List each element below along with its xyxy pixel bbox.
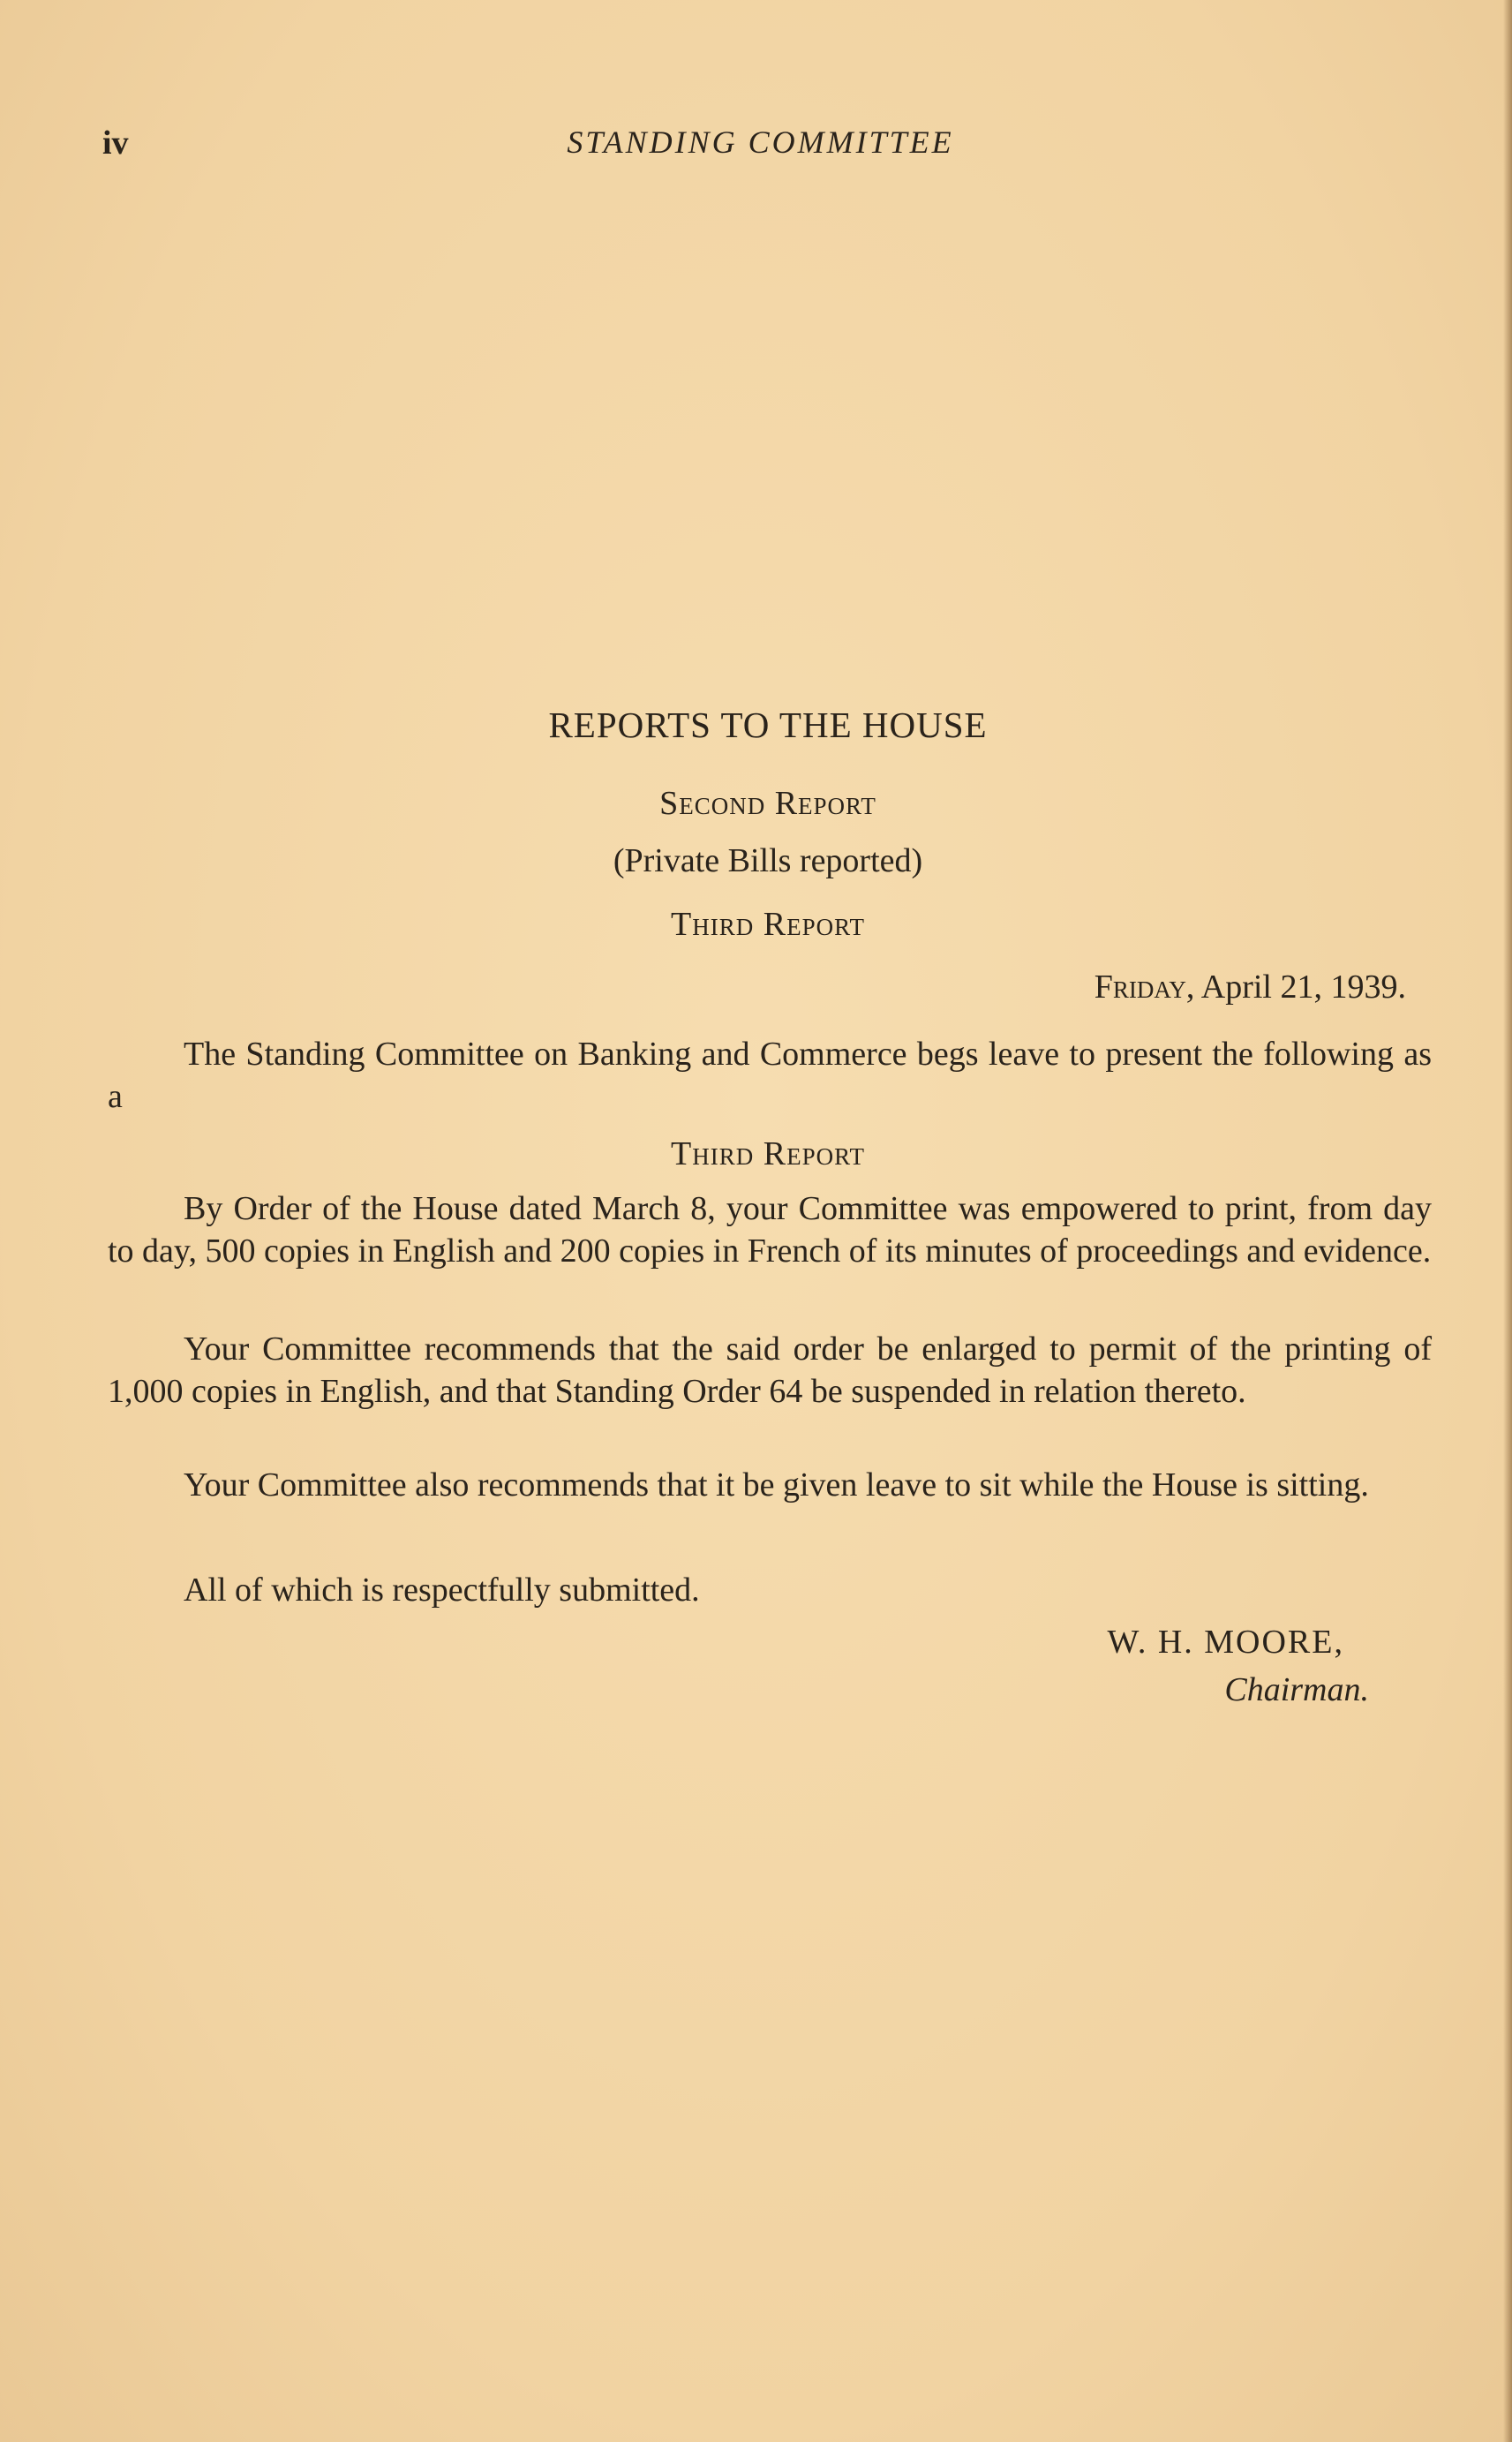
page-edge-shadow [1503, 0, 1512, 2442]
private-bills-note: (Private Bills reported) [613, 842, 923, 879]
paragraph-printing-order: By Order of the House dated March 8, your Committee was empowered to print, from day to day, 500 copies in English and 200 copies in French of its minutes of proceedings and evidence. [108, 1190, 1432, 1270]
second-report-heading: Second Report [659, 785, 876, 822]
signatory-title: Chairman. [1224, 1671, 1369, 1708]
paragraph-enlarge-order: Your Committee recommends that the said order be enlarged to permit of the printing of 1,000 copies in English, and that Standing Order 64 be suspended in relation thereto. [108, 1330, 1432, 1410]
running-head [0, 124, 1512, 168]
running-title: STANDING COMMITTEE [567, 124, 954, 160]
intro-paragraph: The Standing Committee on Banking and Commerce begs leave to present the following as a [108, 1036, 1432, 1115]
third-report-heading: Third Report [671, 906, 865, 943]
reports-heading: REPORTS TO THE HOUSE [548, 705, 988, 745]
page-number: iv [102, 124, 129, 162]
paragraph-submitted: All of which is respectfully submitted. [184, 1571, 700, 1609]
paragraph-leave-to-sit: Your Committee also recommends that it be given leave to sit while the House is sitting. [184, 1466, 1369, 1504]
third-report-subheading: Third Report [671, 1135, 865, 1172]
signatory-name: W. H. MOORE, [1107, 1624, 1344, 1661]
report-date-rest: April 21, 1939. [1194, 969, 1406, 1006]
report-date-day: Friday, [1094, 969, 1195, 1006]
report-date [1095, 968, 1406, 1006]
